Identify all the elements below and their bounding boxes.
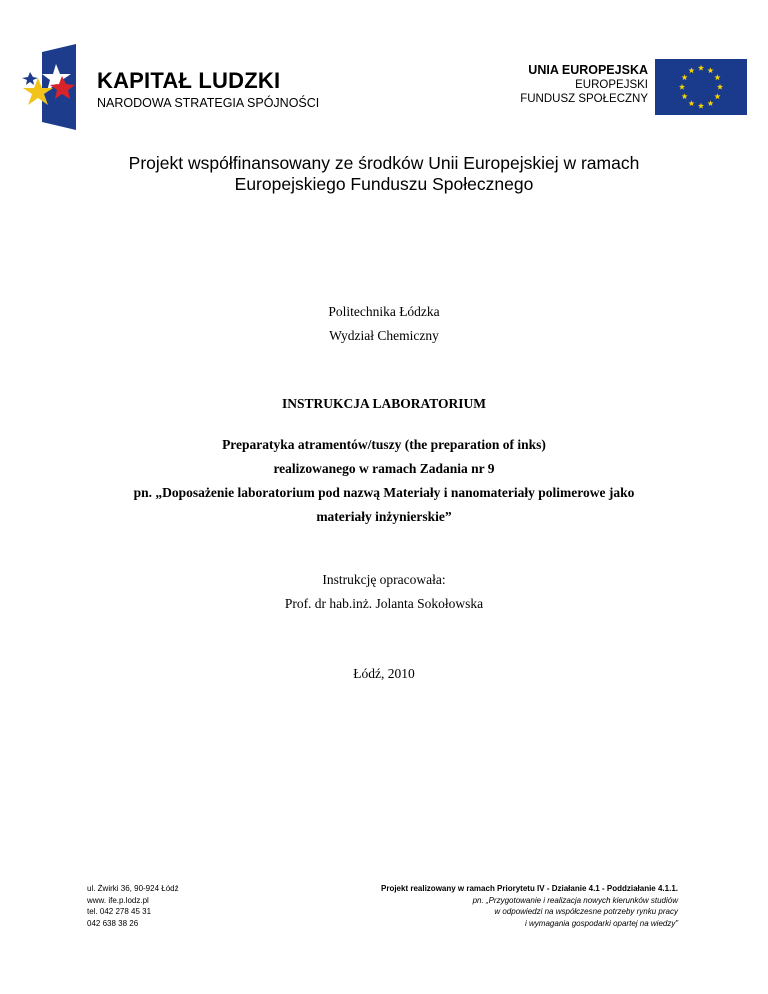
document-title-line4: materiały inżynierskie”	[316, 509, 452, 524]
eu-flag	[655, 59, 747, 115]
document-title-line3: pn. „Doposażenie laboratorium pod nazwą Materiały i nanomateriały polimerowe jako	[133, 485, 635, 500]
university-name: Politechnika Łódzka	[328, 304, 440, 319]
footer-address-tel: tel. 042 278 45 31	[87, 907, 152, 916]
kapital-ludzki-emblem-icon	[22, 44, 78, 130]
author-name: Prof. dr hab.inż. Jolanta Sokołowska	[284, 596, 484, 611]
eu-line1: EUROPEJSKI	[575, 79, 648, 91]
footer-project-line1: pn. „Przygotowanie i realizacja nowych kierunków studiów	[472, 895, 678, 905]
footer-address	[87, 883, 179, 929]
footer-address-street: ul. Żwirki 36, 90-924 Łódź	[87, 884, 179, 893]
project-heading	[0, 153, 768, 195]
footer-project-info	[381, 883, 678, 929]
footer-address-www: www. ife.p.lodz.pl	[87, 895, 149, 905]
eu-line2: FUNDUSZ SPOŁECZNY	[520, 93, 648, 105]
faculty-name: Wydział Chemiczny	[329, 328, 439, 343]
eu-main-label: UNIA EUROPEJSKA	[528, 63, 648, 77]
document-title-line1: Preparatyka atramentów/tuszy (the preparation of inks)	[222, 437, 546, 452]
footer-project-title: Projekt realizowany w ramach Priorytetu IV - Działanie 4.1 - Poddziałanie 4.1.1.	[381, 884, 678, 893]
kapital-ludzki-logo	[22, 44, 78, 130]
project-heading-line1: Projekt współfinansowany ze środków Unii Europejskiej w ramach	[128, 153, 640, 173]
eu-logo-text	[520, 63, 648, 106]
footer-project-line2: w odpowiedzi na współczesne potrzeby rynku pracy	[494, 907, 678, 916]
footer-project-line3: i wymagania gospodarki opartej na wiedzy”	[525, 918, 678, 928]
project-heading-line2: Europejskiego Funduszu Społecznego	[234, 174, 534, 194]
place-date: Łódź, 2010	[353, 666, 415, 681]
eu-flag-icon	[655, 59, 747, 115]
footer-address-tel2: 042 638 38 26	[87, 918, 139, 928]
document-title-line2: realizowanego w ramach Zadania nr 9	[273, 461, 495, 476]
document-type: INSTRUKCJA LABORATORIUM	[282, 396, 486, 411]
kapital-ludzki-subtitle: NARODOWA STRATEGIA SPÓJNOŚCI	[97, 96, 320, 110]
kapital-ludzki-title: KAPITAŁ LUDZKI	[97, 68, 281, 93]
author-label: Instrukcję opracowała:	[322, 572, 446, 587]
